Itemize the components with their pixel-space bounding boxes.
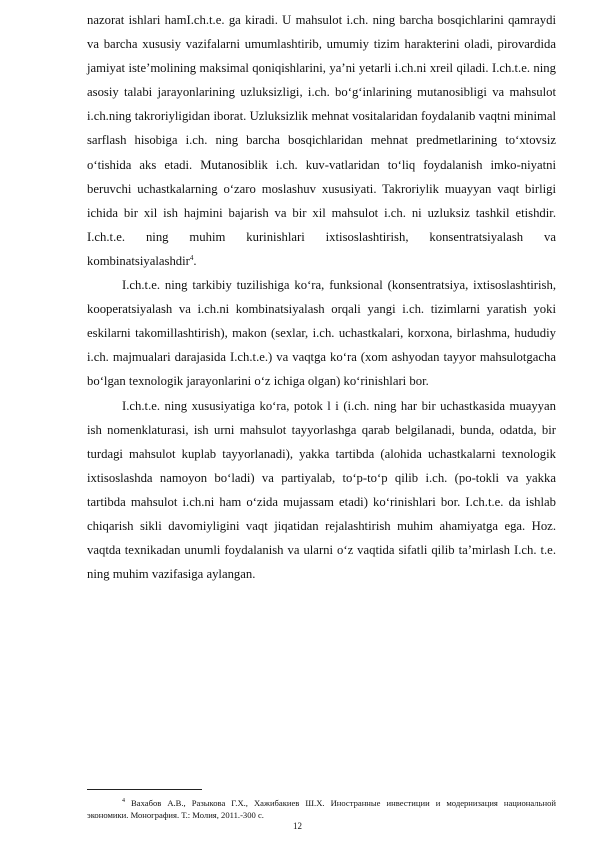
footnote-reference[interactable]: 4 bbox=[189, 253, 194, 262]
footnote bbox=[87, 797, 556, 821]
footnote-text: Вахабов А.В., Разыкова Г.Х., Хажибакиев Ш.Х. Иностранные инвестиции и модернизация национальной экономики. Монография. Т.: Молия, 2011.-300 с. bbox=[87, 798, 556, 820]
paragraph-2: I.ch.t.e. ning tarkibiy tuzilishiga ko‘ra, funksional (konsentratsiya, ixtisoslashtirish, kooperatsiyalash va i.ch.ni kombinatsiyalash orqali yangi i.ch. tizimlarni yaratish yoki eskilarni takomillashtirish), makon (sexlar, i.ch. uchastkalari, korxona, birlashma, hududiy i.ch. majmualari darajasida I.ch.t.e.) va vaqtga ko‘ra (xom ashyodan tayyor mahsulotgacha bo‘lgan texnologik jarayonlarini o‘z ichiga olgan) ko‘rinishlari bor. bbox=[87, 278, 556, 389]
paragraph-3: I.ch.t.e. ning xususiyatiga ko‘ra, potok l i (i.ch. ning har bir uchastkasida muayyan ish nomenklaturasi, ish urni mahsulot tayyorlashga qarab belgilanadi, bunda, odatda, bir turdagi mahsulot kuplab tayyorlanadi), yakka tartibda (alohida uchastkalarni texnologik ixtisoslashda namoyon bo‘ladi) va partiyalab, to‘p-to‘p qilib i.ch. (po-tokli va yakka tartibda mahsulot i.ch.ni ham o‘zida mujassam etadi) ko‘rinishlari bor. I.ch.t.e. da ishlab chiqarish sikli davomiyligini vaqt jiqatidan rejalashtirish muhim ahamiyatga ega. Hoz. vaqtda texnikadan unumli foydalanish va ularni o‘z vaqtida sifatli qilib ta’mirlash I.ch. t.e. ning muhim vazifasiga aylangan. bbox=[87, 398, 556, 582]
page-body bbox=[87, 8, 556, 586]
paragraph-1 bbox=[87, 8, 556, 273]
page-number: 12 bbox=[293, 821, 302, 831]
footnote-marker: 4 bbox=[122, 798, 125, 805]
footnote-divider bbox=[87, 789, 202, 790]
paragraph-1-text: nazorat ishlari hamI.ch.t.e. ga kiradi. U mahsulot i.ch. ning barcha bosqichlarini qamraydi va barcha xususiy vazifalarni umumlashtirib, umumiy tizim harakterini oladi, pirovardida jamiyat iste’molining maksimal qoniqishlarini, ya’ni yetarli i.ch.ni xreil qiladi. I.ch.t.e. ning asosiy talabi jarayonlarining uzluksizligi, i.ch. bo‘g‘inlarining mutanosibligi va mahsulot i.ch.ning takroriyligidan iborat. Uzluksizlik mehnat vositalaridan foydalanib vaqtni minimal sarflash hisobiga i.ch. ning barcha bosqichlaridan mehnat predmetlarining to‘xtovsiz o‘tishida aks etadi. Mutanosiblik i.ch. kuv-vatlaridan to‘liq foydalanish imko-niyatni beruvchi uchastkalarning o‘zaro moslashuv xususiyati. Takroriylik muayyan vaqt birligi ichida bir xil ish hajmini bajarish va bir xil mahsulot i.ch. ni uzluksiz tashkil etishdir. I.ch.t.e. ning muhim kurinishlari ixtisoslashtirish, konsentratsiyalash va kombinatsiyalashdir bbox=[87, 13, 556, 268]
paragraph-1-end: . bbox=[193, 253, 197, 268]
